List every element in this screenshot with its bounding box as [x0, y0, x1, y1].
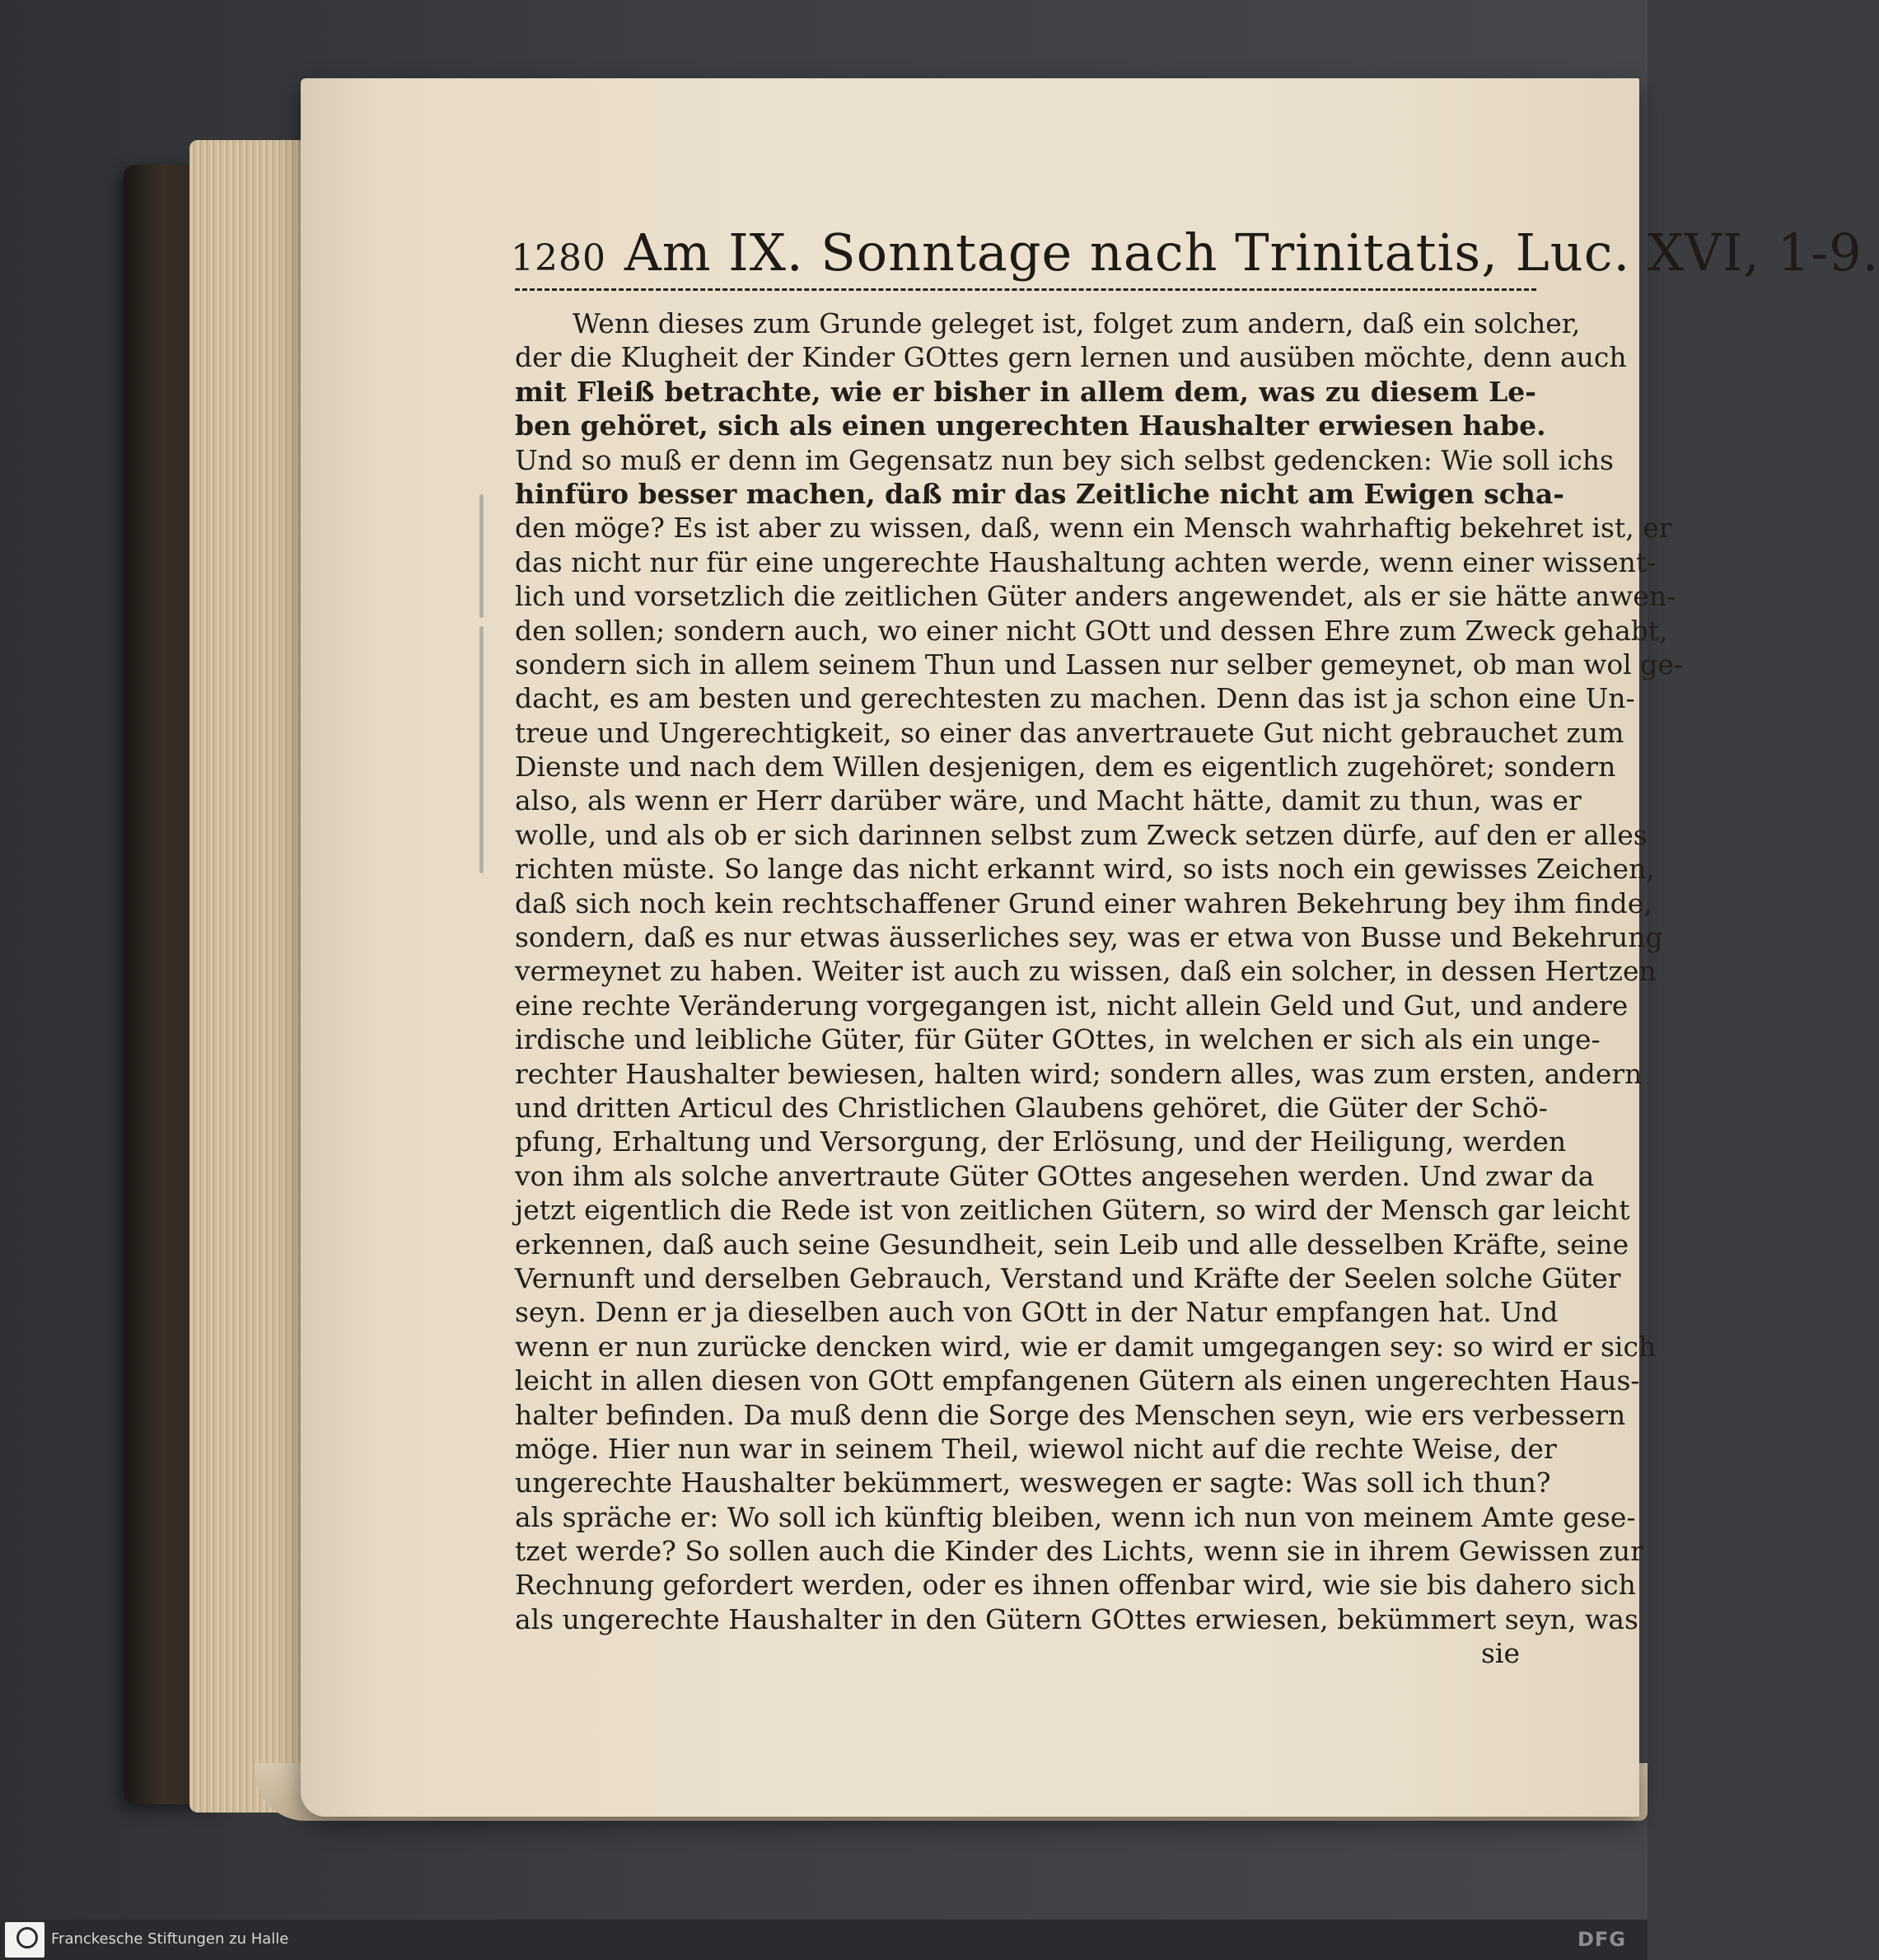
text-line: sondern sich in allem seinem Thun und Lassen nur selber gemeynet, ob man wol ge-	[515, 648, 1684, 681]
text-line: daß sich noch kein rechtschaffener Grund einer wahren Bekehrung bey ihm finde,	[515, 886, 1652, 919]
running-title: Am IX. Sonntage nach Trinitatis, Luc. XVI, 1-9.	[624, 222, 1879, 283]
text-line: halter befinden. Da muß denn die Sorge des Menschen seyn, wie ers verbessern	[515, 1398, 1626, 1431]
text-line: ungerechte Haushalter bekümmert, weswegen er sagte: Was soll ich thun?	[515, 1466, 1551, 1499]
pencil-margin-mark	[479, 494, 484, 618]
text-line: Dienste und nach dem Willen desjenigen, dem es eigentlich zugehöret; sondern	[515, 751, 1616, 784]
text-line: also, als wenn er Herr darüber wäre, und Macht hätte, damit zu thun, was er	[515, 784, 1582, 817]
text-line: das nicht nur für eine ungerechte Haushaltung achten werde, wenn einer wissent-	[515, 545, 1657, 578]
text-line: als ungerechte Haushalter in den Gütern GOttes erwiesen, bekümmert seyn, was	[515, 1602, 1638, 1635]
text-line: rechter Haushalter bewiesen, halten wird; sondern alles, was zum ersten, andern	[515, 1057, 1643, 1090]
text-line: und dritten Articul des Christlichen Glaubens gehöret, die Güter der Schö-	[515, 1091, 1548, 1124]
text-line: der die Klugheit der Kinder GOttes gern lernen und ausüben möchte, denn auch	[515, 341, 1627, 374]
catchword: sie	[1480, 1637, 1520, 1670]
institution-name: Franckesche Stiftungen zu Halle	[51, 1930, 289, 1948]
text-line: von ihm als solche anvertraute Güter GOttes angesehen werden. Und zwar da	[515, 1159, 1595, 1192]
header-rule	[515, 288, 1536, 291]
text-line: richten müste. So lange das nicht erkannt wird, so ists noch ein gewisses Zeichen,	[515, 853, 1655, 886]
text-line: tzet werde? So sollen auch die Kinder des Lichts, wenn sie in ihrem Gewissen zur	[515, 1535, 1643, 1568]
text-line: als spräche er: Wo soll ich künftig bleiben, wenn ich nun von meinem Amte gese-	[515, 1500, 1636, 1533]
text-line: treue und Ungerechtigkeit, so einer das anvertrauete Gut nicht gebrauchet zum	[515, 716, 1624, 749]
institution-logo-icon	[5, 1922, 44, 1958]
text-line: leicht in allen diesen von GOtt empfangenen Gütern als einen ungerechten Haus-	[515, 1364, 1640, 1397]
text-line: irdische und leibliche Güter, für Güter GOttes, in welchen er sich als ein unge-	[515, 1023, 1601, 1056]
text-line: den sollen; sondern auch, wo einer nicht GOtt und dessen Ehre zum Zweck gehabt,	[515, 614, 1668, 647]
text-line: pfung, Erhaltung und Versorgung, der Erlösung, und der Heiligung, werden	[515, 1125, 1567, 1158]
text-line: ben gehöret, sich als einen ungerechten Haushalter erwiesen habe.	[515, 409, 1546, 442]
text-line: seyn. Denn er ja dieselben auch von GOtt in der Natur empfangen hat. Und	[515, 1296, 1559, 1329]
text-line: Und so muß er denn im Gegensatz nun bey sich selbst gedencken: Wie soll ichs	[515, 443, 1614, 476]
pencil-margin-mark	[479, 626, 484, 873]
text-line: vermeynet zu haben. Weiter ist auch zu wissen, daß ein solcher, in dessen Hertzen	[515, 955, 1657, 988]
text-line: wenn er nun zurücke dencken wird, wie er damit umgegangen sey: so wird er sich	[515, 1330, 1657, 1363]
text-line: wolle, und als ob er sich darinnen selbst zum Zweck setzen dürfe, auf den er alles	[515, 818, 1648, 851]
text-line: Rechnung gefordert werden, oder es ihnen offenbar wird, wie sie bis dahero sich	[515, 1569, 1636, 1602]
text-line: hinfüro besser machen, daß mir das Zeitliche nicht am Ewigen scha-	[515, 477, 1564, 510]
dfg-logo: DFG	[1577, 1928, 1626, 1951]
body-text	[515, 306, 1684, 1671]
text-line: den möge? Es ist aber zu wissen, daß, wenn ein Mensch wahrhaftig bekehret ist, er	[515, 512, 1672, 545]
text-line: dacht, es am besten und gerechtesten zu machen. Denn das ist ja schon eine Un-	[515, 682, 1635, 715]
text-line: lich und vorsetzlich die zeitlichen Güter anders angewendet, als er sie hätte anwen-	[515, 580, 1676, 613]
text-line: Vernunft und derselben Gebrauch, Verstand und Kräfte der Seelen solche Güter	[515, 1261, 1621, 1294]
page-number: 1280	[511, 237, 606, 279]
text-line: jetzt eigentlich die Rede ist von zeitlichen Gütern, so wird der Mensch gar leicht	[515, 1194, 1630, 1227]
text-line: Wenn dieses zum Grunde geleget ist, folget zum andern, daß ein solcher,	[573, 307, 1581, 339]
text-line: möge. Hier nun war in seinem Theil, wiewol nicht auf die rechte Weise, der	[515, 1432, 1557, 1465]
text-line: mit Fleiß betrachte, wie er bisher in allem dem, was zu diesem Le-	[515, 375, 1536, 408]
text-line: erkennen, daß auch seine Gesundheit, sein Leib und alle desselben Kräfte, seine	[515, 1228, 1629, 1261]
text-line: eine rechte Veränderung vorgegangen ist, nicht allein Geld und Gut, und andere	[515, 989, 1629, 1022]
text-line: sondern, daß es nur etwas äusserliches sey, was er etwa von Busse und Bekehrung	[515, 921, 1663, 954]
